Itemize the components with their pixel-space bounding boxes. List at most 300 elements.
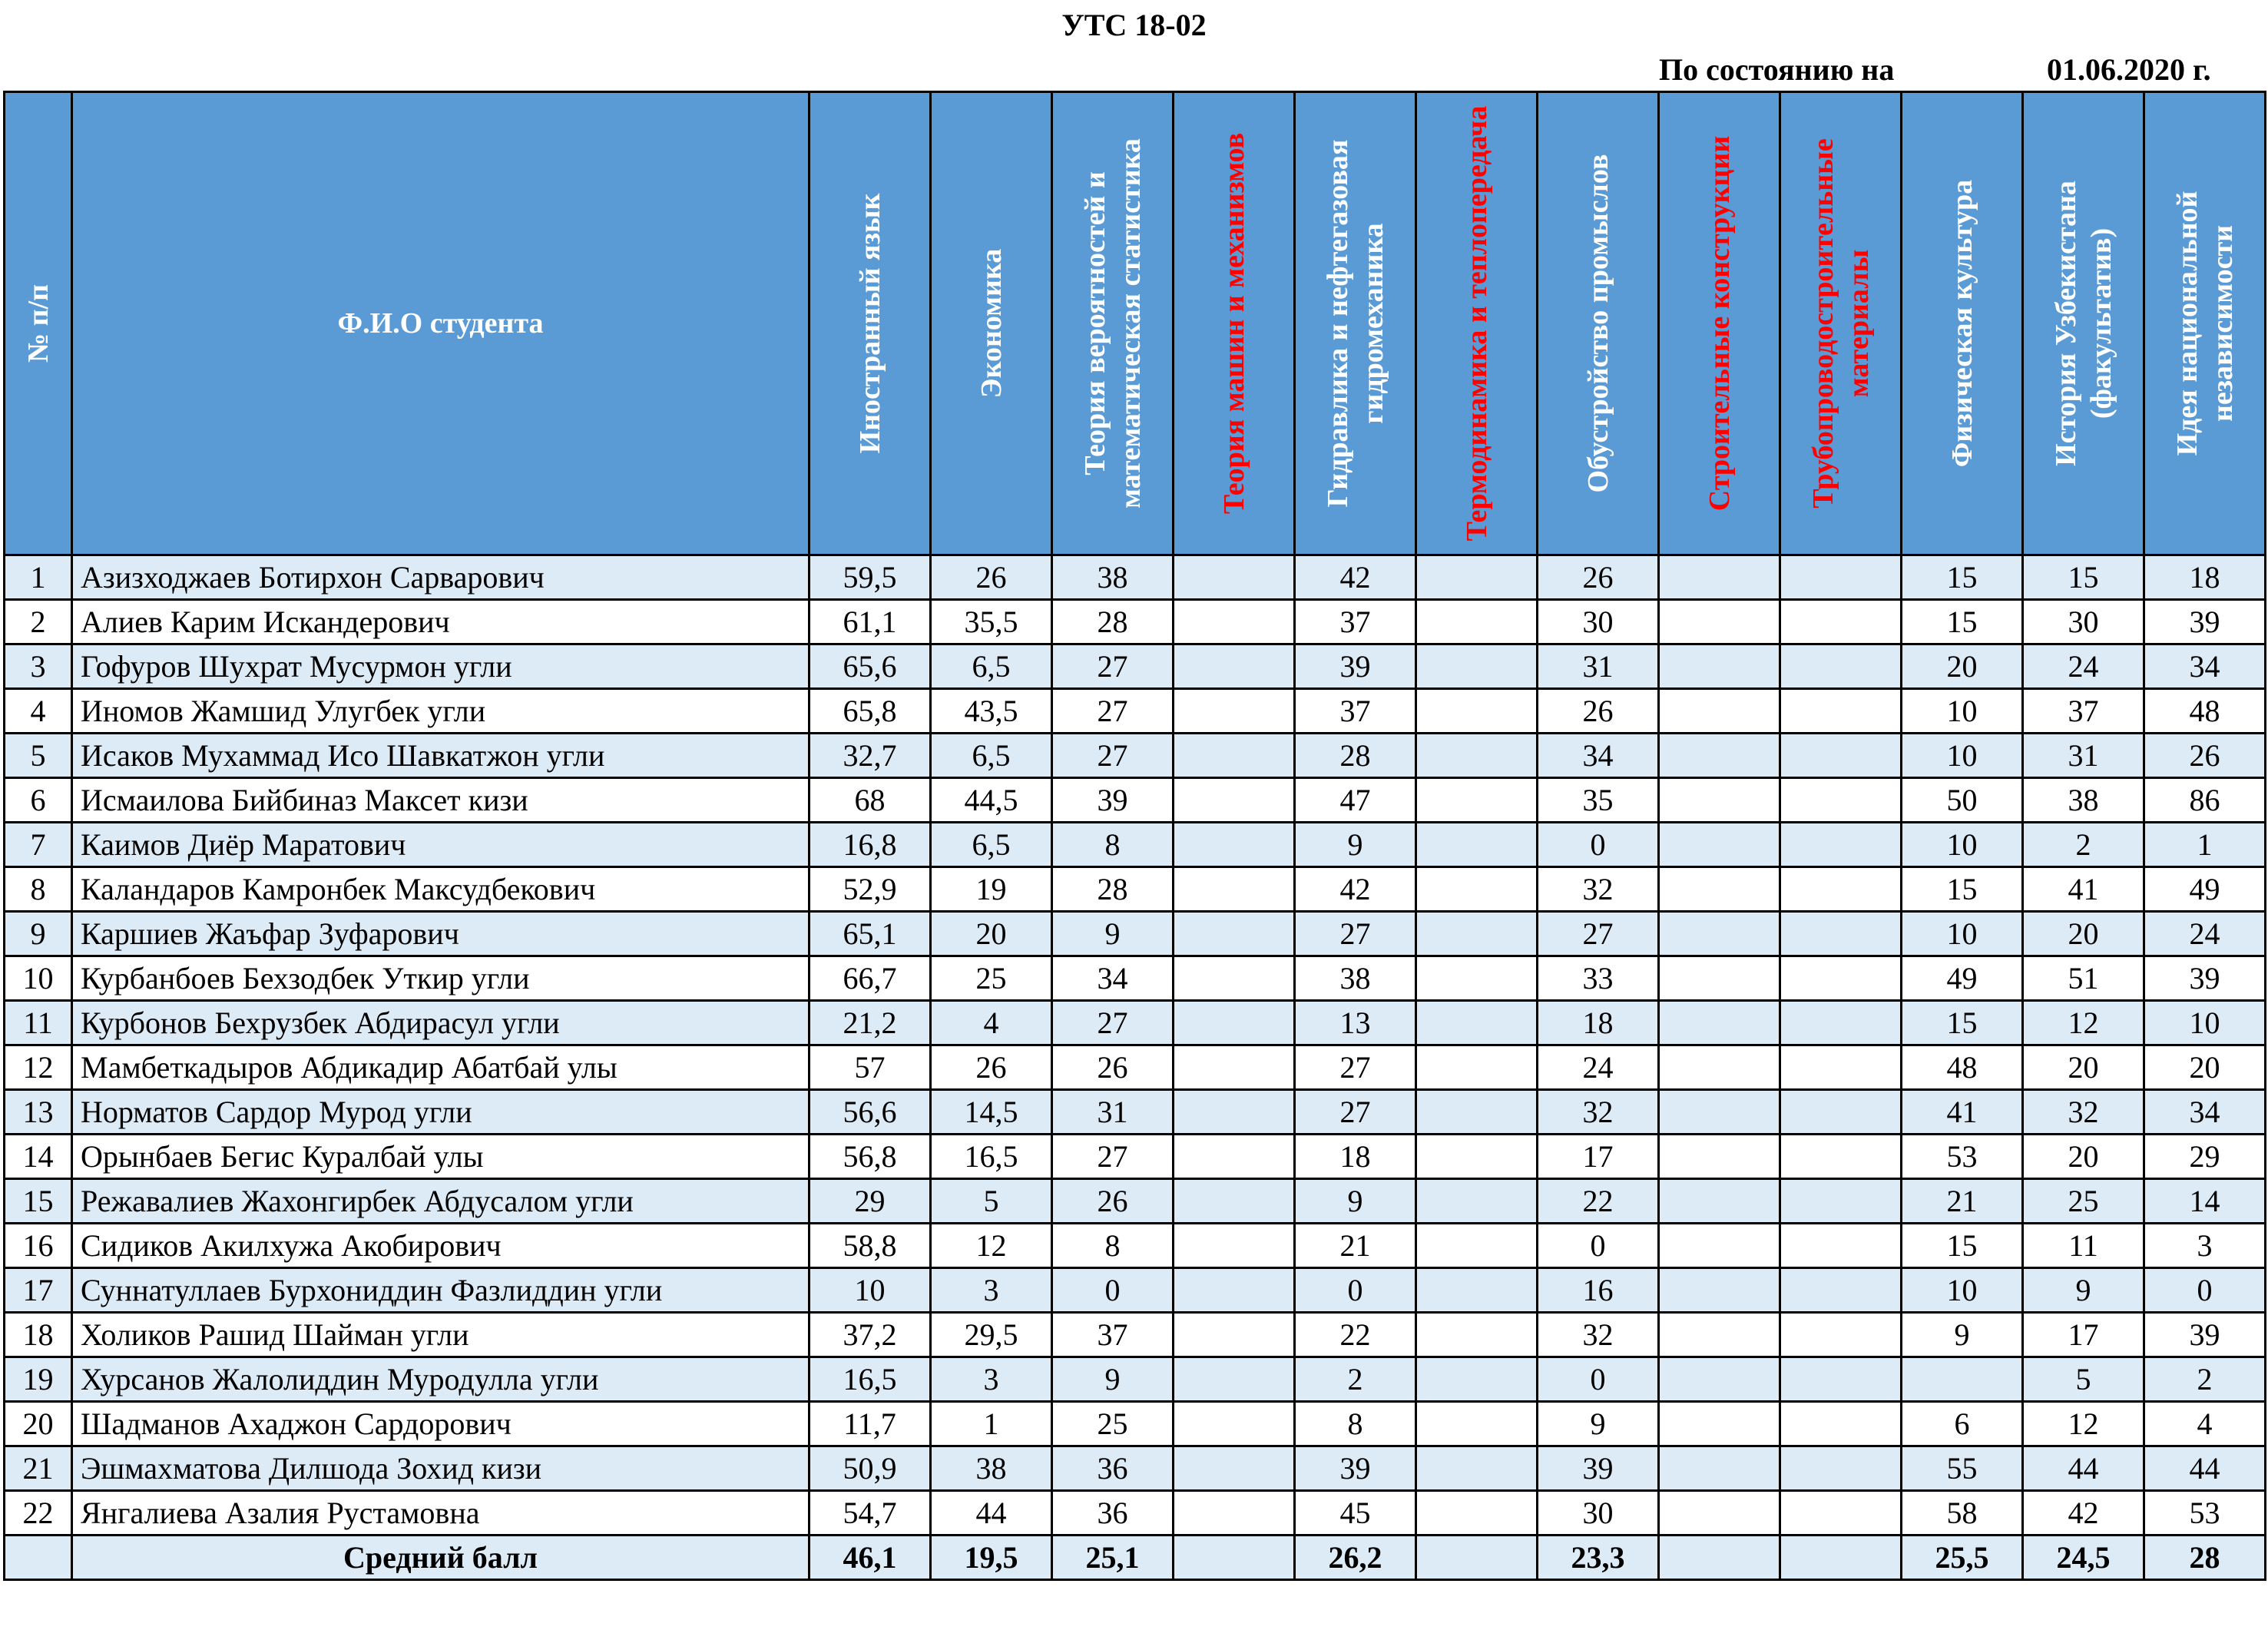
grades-table bbox=[3, 91, 2266, 1581]
grade-cell: 37 bbox=[1295, 600, 1416, 644]
grade-cell: 3 bbox=[2144, 1224, 2266, 1268]
table-row bbox=[5, 1268, 2266, 1313]
grade-cell bbox=[1416, 912, 1538, 956]
grade-cell: 9 bbox=[1295, 1179, 1416, 1224]
grade-cell: 25 bbox=[931, 956, 1052, 1001]
grade-cell: 10 bbox=[1902, 1268, 2023, 1313]
grade-cell: 39 bbox=[1538, 1446, 1659, 1491]
grade-cell: 50,9 bbox=[810, 1446, 931, 1491]
grade-cell: 31 bbox=[1538, 644, 1659, 689]
grade-cell bbox=[1416, 689, 1538, 734]
grade-cell: 32 bbox=[2023, 1090, 2144, 1135]
grade-cell bbox=[1780, 1313, 1902, 1357]
grade-cell: 27 bbox=[1052, 1135, 1174, 1179]
as-of-date: 01.06.2020 г. bbox=[2047, 52, 2211, 87]
grade-cell: 50 bbox=[1902, 778, 2023, 823]
grade-cell: 27 bbox=[1052, 644, 1174, 689]
column-header bbox=[1295, 92, 1416, 555]
grade-cell: 26 bbox=[1538, 689, 1659, 734]
grade-cell: 19 bbox=[931, 867, 1052, 912]
grade-cell: 39 bbox=[2144, 956, 2266, 1001]
grade-cell: 56,6 bbox=[810, 1090, 931, 1135]
grade-cell: 8 bbox=[1052, 823, 1174, 867]
grade-cell: 38 bbox=[1295, 956, 1416, 1001]
average-blank-cell bbox=[5, 1536, 72, 1580]
grade-cell: 56,8 bbox=[810, 1135, 931, 1179]
grade-cell: 26 bbox=[931, 1045, 1052, 1090]
grade-cell bbox=[1174, 1224, 1295, 1268]
grade-cell bbox=[1416, 1224, 1538, 1268]
student-name: Режавалиев Жахонгирбек Абдусалом угли bbox=[72, 1179, 810, 1224]
grade-cell: 61,1 bbox=[810, 600, 931, 644]
grade-cell: 15 bbox=[1902, 1001, 2023, 1045]
column-header-label: Экономика bbox=[975, 248, 1008, 399]
grade-cell bbox=[1416, 1357, 1538, 1402]
grade-cell bbox=[1780, 734, 1902, 778]
grade-cell: 66,7 bbox=[810, 956, 931, 1001]
student-name: Янгалиева Азалия Рустамовна bbox=[72, 1491, 810, 1536]
grade-cell bbox=[1659, 644, 1780, 689]
grade-cell: 0 bbox=[1052, 1268, 1174, 1313]
average-value: 46,1 bbox=[810, 1536, 931, 1580]
average-row bbox=[5, 1536, 2266, 1580]
grade-cell bbox=[1659, 1224, 1780, 1268]
table-row bbox=[5, 734, 2266, 778]
table-row bbox=[5, 1179, 2266, 1224]
grade-cell: 15 bbox=[1902, 555, 2023, 600]
student-name: Эшмахматова Дилшода Зохид кизи bbox=[72, 1446, 810, 1491]
grade-cell bbox=[1659, 1135, 1780, 1179]
grade-cell: 6,5 bbox=[931, 823, 1052, 867]
grade-cell bbox=[1416, 1402, 1538, 1446]
grade-cell: 22 bbox=[1538, 1179, 1659, 1224]
grade-cell: 5 bbox=[931, 1179, 1052, 1224]
grade-cell: 54,7 bbox=[810, 1491, 931, 1536]
grade-cell: 35 bbox=[1538, 778, 1659, 823]
average-value: 25,1 bbox=[1052, 1536, 1174, 1580]
grade-cell bbox=[1780, 600, 1902, 644]
column-header-label: № п/п bbox=[22, 283, 55, 363]
grade-cell: 39 bbox=[1295, 644, 1416, 689]
grade-cell: 6 bbox=[1902, 1402, 2023, 1446]
grade-cell: 20 bbox=[1902, 644, 2023, 689]
row-number: 15 bbox=[5, 1179, 72, 1224]
grade-cell: 44 bbox=[2023, 1446, 2144, 1491]
grade-cell: 18 bbox=[2144, 555, 2266, 600]
grade-cell: 10 bbox=[1902, 823, 2023, 867]
column-header bbox=[2023, 92, 2144, 555]
table-row bbox=[5, 823, 2266, 867]
grade-cell bbox=[1780, 644, 1902, 689]
grade-cell: 10 bbox=[1902, 734, 2023, 778]
grade-cell bbox=[1659, 689, 1780, 734]
grade-cell: 26 bbox=[1538, 555, 1659, 600]
average-value: 25,5 bbox=[1902, 1536, 2023, 1580]
grade-cell: 12 bbox=[2023, 1402, 2144, 1446]
grade-cell: 9 bbox=[1295, 823, 1416, 867]
average-label: Средний балл bbox=[72, 1536, 810, 1580]
grade-cell: 27 bbox=[1538, 912, 1659, 956]
student-name: Курбонов Бехрузбек Абдирасул угли bbox=[72, 1001, 810, 1045]
grade-cell bbox=[1416, 644, 1538, 689]
column-header-label: Обустройство промыслов bbox=[1581, 154, 1614, 493]
grade-cell: 24 bbox=[2023, 644, 2144, 689]
table-row bbox=[5, 1135, 2266, 1179]
grade-cell bbox=[1659, 867, 1780, 912]
grade-cell bbox=[1659, 1357, 1780, 1402]
grade-cell: 20 bbox=[2023, 1045, 2144, 1090]
student-name: Курбанбоев Бехзодбек Уткир угли bbox=[72, 956, 810, 1001]
grade-cell: 10 bbox=[1902, 689, 2023, 734]
as-of-label: По состоянию на bbox=[1659, 52, 1895, 87]
grade-cell: 28 bbox=[1052, 600, 1174, 644]
grade-cell bbox=[1174, 1402, 1295, 1446]
grade-cell: 25 bbox=[1052, 1402, 1174, 1446]
row-number: 11 bbox=[5, 1001, 72, 1045]
grade-cell: 39 bbox=[1295, 1446, 1416, 1491]
grade-cell: 9 bbox=[1902, 1313, 2023, 1357]
grade-cell: 24 bbox=[2144, 912, 2266, 956]
column-header bbox=[1780, 92, 1902, 555]
student-name: Орынбаев Бегис Куралбай улы bbox=[72, 1135, 810, 1179]
table-row bbox=[5, 1045, 2266, 1090]
column-header bbox=[1174, 92, 1295, 555]
grade-cell: 49 bbox=[2144, 867, 2266, 912]
grade-cell: 32 bbox=[1538, 1313, 1659, 1357]
grade-cell: 43,5 bbox=[931, 689, 1052, 734]
grade-cell bbox=[1780, 1001, 1902, 1045]
grade-cell bbox=[1416, 1135, 1538, 1179]
row-number: 9 bbox=[5, 912, 72, 956]
grade-cell: 30 bbox=[2023, 600, 2144, 644]
grade-cell: 21,2 bbox=[810, 1001, 931, 1045]
grade-cell: 27 bbox=[1052, 689, 1174, 734]
grade-cell bbox=[1780, 1090, 1902, 1135]
row-number: 3 bbox=[5, 644, 72, 689]
grade-cell: 0 bbox=[1538, 1357, 1659, 1402]
grade-cell bbox=[1416, 555, 1538, 600]
grade-cell: 48 bbox=[1902, 1045, 2023, 1090]
column-header-label: Физическая культура bbox=[1945, 179, 1978, 468]
grade-cell bbox=[1416, 823, 1538, 867]
student-name: Иномов Жамшид Улугбек угли bbox=[72, 689, 810, 734]
grade-cell: 26 bbox=[2144, 734, 2266, 778]
grade-cell: 27 bbox=[1295, 1090, 1416, 1135]
grade-cell: 9 bbox=[1052, 1357, 1174, 1402]
student-name: Исмаилова Бийбиназ Максет кизи bbox=[72, 778, 810, 823]
grade-cell: 44 bbox=[931, 1491, 1052, 1536]
grade-cell: 6,5 bbox=[931, 734, 1052, 778]
grade-cell: 31 bbox=[1052, 1090, 1174, 1135]
student-name: Каимов Диёр Маратович bbox=[72, 823, 810, 867]
grade-cell: 58,8 bbox=[810, 1224, 931, 1268]
grade-cell: 2 bbox=[2023, 823, 2144, 867]
row-number: 19 bbox=[5, 1357, 72, 1402]
grade-cell: 3 bbox=[931, 1268, 1052, 1313]
grade-cell: 24 bbox=[1538, 1045, 1659, 1090]
grade-cell bbox=[1416, 778, 1538, 823]
grade-cell bbox=[1659, 1001, 1780, 1045]
table-row bbox=[5, 555, 2266, 600]
grade-cell bbox=[1174, 867, 1295, 912]
grade-cell: 15 bbox=[1902, 600, 2023, 644]
grade-cell: 41 bbox=[2023, 867, 2144, 912]
grade-cell: 27 bbox=[1052, 1001, 1174, 1045]
grade-cell bbox=[1659, 1268, 1780, 1313]
grade-cell: 37 bbox=[2023, 689, 2144, 734]
average-value bbox=[1416, 1536, 1538, 1580]
column-header bbox=[1538, 92, 1659, 555]
grade-cell: 28 bbox=[1052, 867, 1174, 912]
grade-cell bbox=[1780, 778, 1902, 823]
grade-cell: 47 bbox=[1295, 778, 1416, 823]
grade-cell: 10 bbox=[810, 1268, 931, 1313]
grade-cell: 18 bbox=[1295, 1135, 1416, 1179]
grade-cell: 16,8 bbox=[810, 823, 931, 867]
grade-cell bbox=[1174, 778, 1295, 823]
student-name: Шадманов Ахаджон Сардорович bbox=[72, 1402, 810, 1446]
grade-cell bbox=[1416, 1313, 1538, 1357]
table-row bbox=[5, 1357, 2266, 1402]
average-value: 19,5 bbox=[931, 1536, 1052, 1580]
grade-cell: 15 bbox=[1902, 1224, 2023, 1268]
grade-cell bbox=[1659, 1179, 1780, 1224]
grade-cell bbox=[1174, 1001, 1295, 1045]
table-row bbox=[5, 912, 2266, 956]
grade-cell: 28 bbox=[1295, 734, 1416, 778]
grade-cell: 86 bbox=[2144, 778, 2266, 823]
grade-cell: 58 bbox=[1902, 1491, 2023, 1536]
grade-cell bbox=[1659, 1045, 1780, 1090]
grade-cell bbox=[1780, 1268, 1902, 1313]
grade-cell bbox=[1659, 1402, 1780, 1446]
row-number: 6 bbox=[5, 778, 72, 823]
grade-cell bbox=[1416, 956, 1538, 1001]
grade-cell: 17 bbox=[2023, 1313, 2144, 1357]
grade-cell: 27 bbox=[1295, 912, 1416, 956]
header-row bbox=[5, 92, 2266, 555]
grade-cell: 42 bbox=[1295, 867, 1416, 912]
grade-cell bbox=[1416, 867, 1538, 912]
row-number: 22 bbox=[5, 1491, 72, 1536]
grade-cell: 1 bbox=[931, 1402, 1052, 1446]
grade-cell: 2 bbox=[2144, 1357, 2266, 1402]
grade-cell bbox=[1659, 734, 1780, 778]
grade-cell bbox=[1416, 1090, 1538, 1135]
column-header bbox=[1659, 92, 1780, 555]
grade-cell: 12 bbox=[2023, 1001, 2144, 1045]
student-name: Сидиков Акилхужа Акобирович bbox=[72, 1224, 810, 1268]
grade-cell bbox=[1416, 734, 1538, 778]
grade-cell: 16,5 bbox=[931, 1135, 1052, 1179]
grade-cell: 34 bbox=[1538, 734, 1659, 778]
grade-cell: 65,6 bbox=[810, 644, 931, 689]
grade-cell bbox=[1780, 1045, 1902, 1090]
grade-cell: 39 bbox=[2144, 1313, 2266, 1357]
grade-cell: 34 bbox=[1052, 956, 1174, 1001]
grade-cell: 4 bbox=[2144, 1402, 2266, 1446]
grade-cell bbox=[1174, 1268, 1295, 1313]
table-row bbox=[5, 867, 2266, 912]
grade-cell: 37 bbox=[1052, 1313, 1174, 1357]
grade-cell: 57 bbox=[810, 1045, 931, 1090]
average-value: 28 bbox=[2144, 1536, 2266, 1580]
column-header bbox=[5, 92, 72, 555]
grade-cell: 20 bbox=[2023, 1135, 2144, 1179]
grade-cell: 14 bbox=[2144, 1179, 2266, 1224]
grade-cell bbox=[1659, 956, 1780, 1001]
grade-cell bbox=[1174, 1135, 1295, 1179]
table-row bbox=[5, 1001, 2266, 1045]
grade-cell bbox=[1174, 912, 1295, 956]
grade-cell bbox=[1780, 912, 1902, 956]
grade-cell: 15 bbox=[2023, 555, 2144, 600]
row-number: 2 bbox=[5, 600, 72, 644]
column-header-label: Ф.И.О студента bbox=[337, 306, 544, 340]
grade-cell: 32,7 bbox=[810, 734, 931, 778]
student-name: Холиков Рашид Шайман угли bbox=[72, 1313, 810, 1357]
grade-cell: 37 bbox=[1295, 689, 1416, 734]
grade-cell bbox=[1659, 1090, 1780, 1135]
grade-cell bbox=[1416, 1001, 1538, 1045]
column-header bbox=[1052, 92, 1174, 555]
grade-cell bbox=[1659, 1446, 1780, 1491]
grade-cell: 29 bbox=[2144, 1135, 2266, 1179]
grade-cell bbox=[1659, 555, 1780, 600]
average-value: 26,2 bbox=[1295, 1536, 1416, 1580]
grade-cell bbox=[1174, 1357, 1295, 1402]
grade-cell: 22 bbox=[1295, 1313, 1416, 1357]
student-name: Хурсанов Жалолиддин Муродулла угли bbox=[72, 1357, 810, 1402]
grade-cell: 32 bbox=[1538, 1090, 1659, 1135]
grade-cell: 38 bbox=[931, 1446, 1052, 1491]
grade-cell: 12 bbox=[931, 1224, 1052, 1268]
grade-cell: 1 bbox=[2144, 823, 2266, 867]
grade-cell bbox=[1780, 867, 1902, 912]
grade-cell: 11 bbox=[2023, 1224, 2144, 1268]
grade-cell bbox=[1780, 823, 1902, 867]
grade-cell: 31 bbox=[2023, 734, 2144, 778]
grade-cell: 8 bbox=[1052, 1224, 1174, 1268]
grade-cell: 27 bbox=[1295, 1045, 1416, 1090]
grade-cell bbox=[1780, 956, 1902, 1001]
table-row bbox=[5, 1402, 2266, 1446]
column-header-label: Строительные конструкции bbox=[1703, 135, 1736, 512]
table-row bbox=[5, 1090, 2266, 1135]
grade-cell: 44 bbox=[2144, 1446, 2266, 1491]
grade-cell: 3 bbox=[931, 1357, 1052, 1402]
grade-cell bbox=[1174, 600, 1295, 644]
table-row bbox=[5, 1446, 2266, 1491]
row-number: 7 bbox=[5, 823, 72, 867]
grade-cell: 20 bbox=[931, 912, 1052, 956]
grade-cell bbox=[1780, 1135, 1902, 1179]
column-header bbox=[931, 92, 1052, 555]
grade-cell: 48 bbox=[2144, 689, 2266, 734]
grade-cell: 14,5 bbox=[931, 1090, 1052, 1135]
grade-cell: 44,5 bbox=[931, 778, 1052, 823]
grade-cell bbox=[1780, 1402, 1902, 1446]
grade-cell bbox=[1174, 1491, 1295, 1536]
column-header bbox=[1902, 92, 2023, 555]
grade-cell: 34 bbox=[2144, 644, 2266, 689]
grade-cell bbox=[1659, 1313, 1780, 1357]
average-value bbox=[1780, 1536, 1902, 1580]
grade-cell: 26 bbox=[931, 555, 1052, 600]
grade-cell: 20 bbox=[2023, 912, 2144, 956]
grade-cell: 0 bbox=[1538, 1224, 1659, 1268]
grade-cell bbox=[1780, 1224, 1902, 1268]
grade-cell: 29,5 bbox=[931, 1313, 1052, 1357]
grade-cell: 37,2 bbox=[810, 1313, 931, 1357]
grade-cell: 0 bbox=[1295, 1268, 1416, 1313]
grade-cell: 30 bbox=[1538, 600, 1659, 644]
grade-cell: 36 bbox=[1052, 1491, 1174, 1536]
table-row bbox=[5, 600, 2266, 644]
column-header-label: Термодинамика и теплопередача bbox=[1460, 105, 1493, 542]
row-number: 18 bbox=[5, 1313, 72, 1357]
grade-cell: 38 bbox=[1052, 555, 1174, 600]
grade-cell: 4 bbox=[931, 1001, 1052, 1045]
grade-cell: 39 bbox=[1052, 778, 1174, 823]
column-header-label: Иностранный язык bbox=[853, 193, 886, 454]
row-number: 17 bbox=[5, 1268, 72, 1313]
grade-cell bbox=[1780, 1491, 1902, 1536]
grade-cell: 20 bbox=[2144, 1045, 2266, 1090]
grade-cell: 41 bbox=[1902, 1090, 2023, 1135]
grade-cell: 52,9 bbox=[810, 867, 931, 912]
grade-cell: 5 bbox=[2023, 1357, 2144, 1402]
page-title: УТС 18-02 bbox=[1061, 8, 1207, 42]
grade-cell bbox=[1659, 912, 1780, 956]
grade-cell: 32 bbox=[1538, 867, 1659, 912]
row-number: 12 bbox=[5, 1045, 72, 1090]
grade-cell: 15 bbox=[1902, 867, 2023, 912]
row-number: 13 bbox=[5, 1090, 72, 1135]
table-row bbox=[5, 689, 2266, 734]
table-row bbox=[5, 644, 2266, 689]
student-name: Каршиев Жаъфар Зуфарович bbox=[72, 912, 810, 956]
grade-cell: 6,5 bbox=[931, 644, 1052, 689]
grade-cell: 16,5 bbox=[810, 1357, 931, 1402]
grade-cell: 0 bbox=[2144, 1268, 2266, 1313]
grade-cell bbox=[1174, 956, 1295, 1001]
student-name: Гофуров Шухрат Мусурмон угли bbox=[72, 644, 810, 689]
grade-cell bbox=[1416, 1045, 1538, 1090]
grade-cell: 10 bbox=[2144, 1001, 2266, 1045]
average-value bbox=[1659, 1536, 1780, 1580]
grade-cell bbox=[1780, 1179, 1902, 1224]
grade-cell bbox=[1174, 1090, 1295, 1135]
grade-cell bbox=[1174, 734, 1295, 778]
row-number: 4 bbox=[5, 689, 72, 734]
grade-cell bbox=[1416, 1268, 1538, 1313]
grade-cell: 68 bbox=[810, 778, 931, 823]
student-name: Азизходжаев Ботирхон Сарварович bbox=[72, 555, 810, 600]
grade-cell bbox=[1659, 600, 1780, 644]
grade-cell: 29 bbox=[810, 1179, 931, 1224]
grade-cell bbox=[1416, 1491, 1538, 1536]
column-header-label: Гидравлика и нефтегазовая гидромеханика bbox=[1321, 139, 1389, 508]
grade-cell: 9 bbox=[2023, 1268, 2144, 1313]
column-header bbox=[2144, 92, 2266, 555]
table-row bbox=[5, 956, 2266, 1001]
grade-cell bbox=[1780, 555, 1902, 600]
grade-cell: 65,1 bbox=[810, 912, 931, 956]
grade-cell: 0 bbox=[1538, 823, 1659, 867]
grade-cell bbox=[1174, 1313, 1295, 1357]
grade-cell bbox=[1902, 1357, 2023, 1402]
